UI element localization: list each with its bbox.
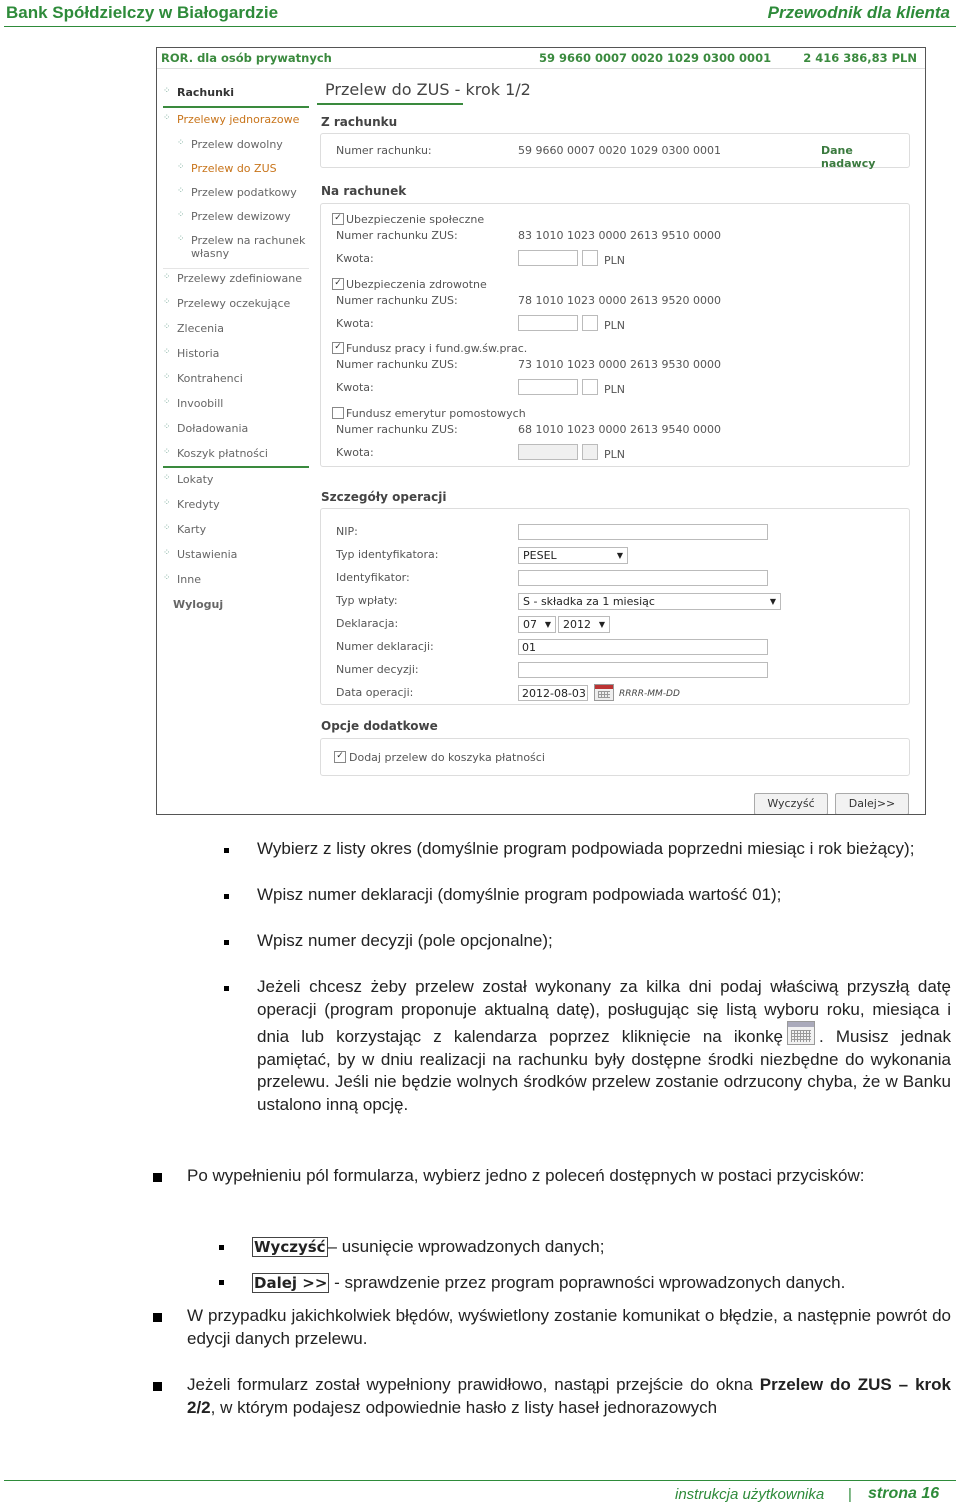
paragraph-errors: W przypadku jakichkolwiek błędów, wyświetlony zostanie komunikat o błędzie, a następnie powrót do edycji danych przelewu.: [187, 1306, 951, 1348]
to-accounts-box: [320, 203, 910, 467]
sidebar-item-wyloguj[interactable]: Wyloguj: [173, 598, 224, 611]
sidebar-item-przelew-dewizowy[interactable]: ⁘ Przelew dewizowy: [177, 210, 291, 223]
bullet-icon: ⁘: [163, 498, 171, 508]
fund1-amount-int[interactable]: [518, 250, 578, 266]
id-type-label: Typ identyfikatora:: [336, 548, 439, 561]
bullet-marker: [224, 940, 229, 945]
bullet-marker: [219, 1280, 224, 1285]
decision-number-input[interactable]: [518, 662, 768, 678]
sidebar-separator: [163, 106, 309, 108]
fund2-amount-dec[interactable]: [582, 315, 598, 331]
instruction-declaration: Wpisz numer deklaracji (domyślnie program podpowiada wartość 01);: [257, 885, 782, 904]
fund3-amount-label: Kwota:: [336, 381, 374, 394]
bullet-marker: [219, 1245, 224, 1250]
sidebar-item-zlecenia[interactable]: ⁘ Zlecenia: [163, 322, 224, 335]
fund1-checkbox[interactable]: ✓: [332, 213, 344, 225]
details-box: [320, 508, 910, 705]
bullet-icon: ⁘: [163, 523, 171, 533]
zus-transfer-screenshot: [156, 47, 926, 815]
bullet-icon: ⁘: [163, 297, 171, 307]
fund4-amount-dec[interactable]: [582, 444, 598, 460]
paragraph-buttons: Po wypełnieniu pól formularza, wybierz jedno z poleceń dostępnych w postaci przycisków:: [187, 1166, 865, 1185]
bullet-icon: ⁘: [177, 138, 185, 148]
nip-input[interactable]: [518, 524, 768, 540]
title-underline: [317, 103, 463, 105]
sidebar-item-doladowania[interactable]: ⁘ Doładowania: [163, 422, 249, 435]
instruction-period: Wybierz z listy okres (domyślnie program podpowiada poprzedni miesiąc i rok bieżący);: [257, 839, 915, 858]
from-section-title: Z rachunku: [321, 115, 398, 129]
chevron-down-icon: ▼: [598, 620, 605, 629]
bullet-icon: ⁘: [163, 272, 171, 282]
bullet-icon: ⁘: [163, 372, 171, 382]
instruction-date: Jeżeli chcesz żeby przelew został wykonany za kilka dni podaj właściwą przyszłą datę operacji (program proponuje aktualną datę), posługując się listą wyboru roku, miesiąca i dnia lub korzystając z kalendarza poprzez kliknięcie na ikonkę . Musisz jednak pamiętać, by w dniu realizacji na rachunku były dostępne środki niezbędne do wykonania przelewu. Jeśli nie będzie wolnych środków przelew zostanie odrzucony chyba, że w Banku ustalono inną opcję.: [257, 977, 951, 1114]
account-type[interactable]: ROR. dla osób prywatnych: [161, 51, 332, 65]
bullet-icon: ⁘: [163, 347, 171, 357]
next-button[interactable]: Dalej>>: [835, 793, 909, 815]
sidebar-item-lokaty[interactable]: ⁘ Lokaty: [163, 473, 214, 486]
fund3-name: Fundusz pracy i fund.gw.św.prac.: [346, 342, 528, 355]
fund4-amount-int[interactable]: [518, 444, 578, 460]
calendar-icon[interactable]: [594, 684, 614, 701]
to-section-title: Na rachunek: [321, 184, 407, 198]
sidebar-item-przelewy-zdefiniowane[interactable]: ⁘ Przelewy zdefiniowane: [163, 272, 303, 285]
fund3-amount-int[interactable]: [518, 379, 578, 395]
fund1-amount-label: Kwota:: [336, 252, 374, 265]
chevron-down-icon: ▼: [769, 597, 776, 606]
fund4-amount-label: Kwota:: [336, 446, 374, 459]
fund2-amount-int[interactable]: [518, 315, 578, 331]
sidebar-item-koszyk-platnosci[interactable]: ⁘ Koszyk płatności: [163, 447, 268, 460]
bullet-icon: ⁘: [177, 186, 185, 196]
fund2-acc-label: Numer rachunku ZUS:: [336, 294, 458, 307]
payment-type-label: Typ wpłaty:: [336, 594, 398, 607]
instruction-decision: Wpisz numer decyzji (pole opcjonalne);: [257, 931, 553, 950]
from-account-label: Numer rachunku:: [336, 144, 432, 157]
header-divider: [4, 26, 956, 27]
fund3-acc-value: 73 1010 1023 0000 2613 9530 0000: [518, 358, 721, 371]
calendar-icon: [787, 1021, 815, 1045]
operation-date-label: Data operacji:: [336, 686, 414, 699]
options-section-title: Opcje dodatkowe: [321, 719, 438, 733]
declaration-label: Deklaracja:: [336, 617, 399, 630]
next-description: Dalej >> - sprawdzenie przez program poprawności wprowadzonych danych.: [254, 1273, 846, 1292]
declaration-number-input[interactable]: 01: [518, 639, 768, 655]
footer-separator: |: [848, 1486, 852, 1503]
bullet-icon: ⁘: [163, 447, 171, 457]
sidebar-item-invoobill[interactable]: ⁘ Invoobill: [163, 397, 224, 410]
bullet-icon: ⁘: [163, 422, 171, 432]
sidebar-item-kontrahenci[interactable]: ⁘ Kontrahenci: [163, 372, 243, 385]
sidebar-item-inne[interactable]: ⁘ Inne: [163, 573, 201, 586]
sidebar-separator: [163, 466, 309, 468]
sidebar-item-przelewy-oczekujace[interactable]: ⁘ Przelewy oczekujące: [163, 297, 291, 310]
fund1-currency: PLN: [604, 254, 625, 267]
sidebar-item-karty[interactable]: ⁘ Karty: [163, 523, 207, 536]
fund4-acc-value: 68 1010 1023 0000 2613 9540 0000: [518, 423, 721, 436]
account-number: 59 9660 0007 0020 1029 0300 0001: [539, 51, 772, 65]
fund2-checkbox[interactable]: ✓: [332, 278, 344, 290]
from-account-value: 59 9660 0007 0020 1029 0300 0001: [518, 144, 721, 157]
bullet-icon: ⁘: [177, 234, 185, 244]
account-topbar: [157, 48, 925, 69]
page-title: Przelew do ZUS - krok 1/2: [325, 80, 531, 99]
clear-button-ref: Wyczyść: [254, 1238, 326, 1256]
sidebar-item-historia[interactable]: ⁘ Historia: [163, 347, 220, 360]
sidebar-item-przelew-wlasny[interactable]: ⁘ Przelew na rachunek własny: [177, 234, 306, 260]
fund2-currency: PLN: [604, 319, 625, 332]
header-bank-name: Bank Spółdzielczy w Białogardzie: [6, 3, 279, 22]
chevron-down-icon: ▼: [544, 620, 551, 629]
bullet-marker: [224, 848, 229, 853]
bullet-icon: ⁘: [163, 322, 171, 332]
operation-date-input[interactable]: 2012-08-03: [518, 685, 588, 701]
bullet-icon: ⁘: [163, 473, 171, 483]
header-guide-title: Przewodnik dla klienta: [767, 3, 950, 22]
fund2-name: Ubezpieczenia zdrowotne: [346, 278, 487, 291]
sidebar-item-ustawienia[interactable]: ⁘ Ustawienia: [163, 548, 238, 561]
fund2-amount-label: Kwota:: [336, 317, 374, 330]
details-section-title: Szczegóły operacji: [321, 490, 447, 504]
bullet-icon: ⁘: [163, 573, 171, 583]
fund3-currency: PLN: [604, 383, 625, 396]
basket-checkbox[interactable]: ✓: [334, 751, 346, 763]
bullet-icon: ⁘: [177, 210, 185, 220]
fund1-acc-value: 83 1010 1023 0000 2613 9510 0000: [518, 229, 721, 242]
bullet-icon: ⁘: [163, 548, 171, 558]
bullet-icon: ⁘: [177, 162, 185, 172]
next-button-ref: Dalej >>: [254, 1274, 328, 1292]
options-box: [320, 738, 910, 776]
bullet-icon: ⁘: [163, 113, 171, 123]
fund3-amount-dec[interactable]: [582, 379, 598, 395]
account-balance: 2 416 386,83 PLN: [803, 51, 917, 65]
declaration-year-select[interactable]: 2012 ▼: [558, 616, 610, 633]
fund4-currency: PLN: [604, 448, 625, 461]
bullet-icon: ⁘: [163, 397, 171, 407]
bullet-icon: ⁘: [163, 86, 171, 96]
fund2-acc-value: 78 1010 1023 0000 2613 9520 0000: [518, 294, 721, 307]
fund1-acc-label: Numer rachunku ZUS:: [336, 229, 458, 242]
identifier-input[interactable]: [518, 570, 768, 586]
id-type-select[interactable]: PESEL ▼: [518, 547, 628, 564]
fund4-checkbox[interactable]: [332, 407, 344, 419]
sender-data-link[interactable]: Dane nadawcy: [821, 144, 876, 170]
decision-number-label: Numer decyzji:: [336, 663, 419, 676]
sidebar-item-przelew-podatkowy[interactable]: ⁘ Przelew podatkowy: [177, 186, 297, 199]
basket-label: Dodaj przelew do koszyka płatności: [349, 751, 545, 764]
bullet-marker: [224, 894, 229, 899]
declaration-month-select[interactable]: 07 ▼: [518, 616, 556, 633]
sidebar-item-kredyty[interactable]: ⁘ Kredyty: [163, 498, 220, 511]
identifier-label: Identyfikator:: [336, 571, 410, 584]
date-format-hint: RRRR-MM-DD: [619, 689, 680, 699]
fund3-checkbox[interactable]: ✓: [332, 342, 344, 354]
bullet-marker: [224, 986, 229, 991]
payment-type-select[interactable]: S - składka za 1 miesiąc ▼: [518, 593, 781, 610]
clear-button[interactable]: Wyczyść: [754, 793, 828, 815]
chevron-down-icon: ▼: [616, 551, 623, 560]
footer-divider: [4, 1480, 956, 1481]
fund4-acc-label: Numer rachunku ZUS:: [336, 423, 458, 436]
fund4-name: Fundusz emerytur pomostowych: [346, 407, 526, 420]
from-account-box: [320, 133, 910, 168]
sidebar-item-rachunki[interactable]: ⁘ Rachunki: [163, 86, 234, 99]
fund1-name: Ubezpieczenie społeczne: [346, 213, 485, 226]
bullet-marker: [153, 1313, 162, 1322]
sidebar-item-przelew-dowolny[interactable]: ⁘ Przelew dowolny: [177, 138, 283, 151]
bullet-marker: [153, 1382, 162, 1391]
nip-label: NIP:: [336, 525, 358, 538]
footer-manual: instrukcja użytkownika: [675, 1486, 825, 1503]
bullet-marker: [153, 1173, 162, 1182]
fund3-acc-label: Numer rachunku ZUS:: [336, 358, 458, 371]
footer-page-number: strona 16: [868, 1485, 940, 1502]
fund1-amount-dec[interactable]: [582, 250, 598, 266]
sidebar-item-przelew-do-zus[interactable]: ⁘ Przelew do ZUS: [177, 162, 277, 175]
declaration-number-label: Numer deklaracji:: [336, 640, 434, 653]
sidebar-item-przelewy-jednorazowe[interactable]: ⁘ Przelewy jednorazowe: [163, 113, 300, 126]
paragraph-success: Jeżeli formularz został wypełniony prawidłowo, nastąpi przejście do okna Przelew do ZUS – krok 2/2, w którym podajesz odpowiednie hasło z listy haseł jednorazowych: [187, 1375, 951, 1417]
clear-description: Wyczyść – usunięcie wprowadzonych danych;: [254, 1237, 605, 1256]
sidebar-divider: [163, 268, 309, 269]
